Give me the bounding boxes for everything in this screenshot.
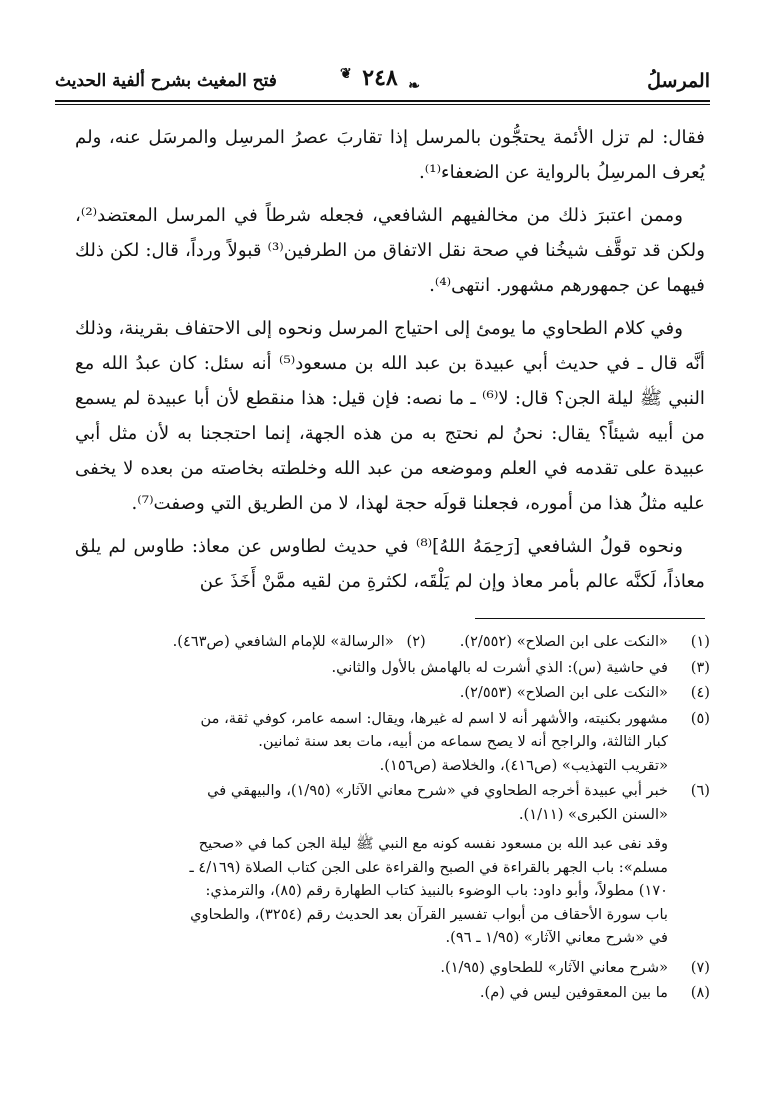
- footnote-line: وقد نفى عبد الله بن مسعود نفسه كونه مع النبي ﷺ ليلة الجن كما في «صحيح: [198, 835, 668, 852]
- page-number-ornament: [340, 62, 420, 96]
- main-text: [75, 120, 705, 610]
- paragraph: وممن اعتبرَ ذلك من مخالفيهم الشافعي، فجعله شرطاً في المرسل المعتضد⁽²⁾، ولكن قد توقَّف شيخُنا في صحة نقل الاتفاق من الطرفين⁽³⁾ قبولاً ورداً، قال: لكن ذلك فيهما عن جمهورهم مشهور. انتهى⁽⁴⁾.: [75, 205, 705, 296]
- footnote-number: (٢): [406, 633, 426, 650]
- footnote-text: «النكت على ابن الصلاح» (٢/٥٥٢).: [459, 633, 668, 650]
- footnote-6-continuation: [70, 832, 710, 950]
- footnote-7: [70, 956, 710, 980]
- page-number: ٢٤٨: [362, 65, 398, 91]
- footnote-number: (٥): [690, 709, 710, 727]
- paragraph: فقال: لم تزل الأئمة يحتجُّون بالمرسل إذا تقاربَ عصرُ المرسِل والمرسَل عنه، ولم يُعرف المرسِلُ بالرواية عن الضعفاء⁽¹⁾.: [75, 127, 705, 183]
- footnote-number: (٦): [690, 782, 710, 799]
- footnote-text: ما بين المعقوفين ليس في (م).: [479, 984, 668, 1001]
- footnote-line: كبار الثالثة، والراجح أنه لا يصح سماعه من أبيه، مات بعد سنة ثمانين.: [258, 733, 668, 750]
- footnote-line: «تقريب التهذيب» (ص٤١٦)، والخلاصة (ص١٥٦).: [379, 756, 668, 774]
- footnote-line: خبر أبي عبيدة أخرجه الطحاوي في «شرح معاني الآثار» (١/٩٥)، والبيهقي في: [207, 782, 668, 799]
- footnote-8: [70, 981, 710, 1005]
- running-header: [55, 58, 710, 106]
- section-title: المرسلُ: [647, 70, 710, 92]
- footnote-number: (٤): [690, 684, 710, 701]
- book-title: فتح المغيث بشرح ألفية الحديث: [55, 71, 277, 91]
- footnote-row: [70, 630, 710, 656]
- footnote-line: مسلم»: باب الجهر بالقراءة في الصبح والقراءة على الجن كتاب الصلاة (٤/١٦٩ ـ: [189, 858, 668, 876]
- footnote-4: [70, 681, 710, 705]
- footnote-line: ١٧٠) مطولاً، وأبو داود: باب الوضوء بالنبيذ كتاب الطهارة رقم (٨٥)، والترمذي:: [205, 882, 668, 899]
- footnote-number: (١): [690, 633, 710, 650]
- footnote-2: [173, 630, 426, 654]
- footnote-text: في حاشية (س): الذي أشرت له بالهامش بالأول والثاني.: [331, 658, 668, 676]
- header-rule-thick: [55, 100, 710, 102]
- footnote-text: «الرسالة» للإمام الشافعي (ص٤٦٣).: [172, 633, 394, 650]
- footnote-5: [70, 707, 710, 778]
- paragraph: وفي كلام الطحاوي ما يومئ إلى احتياج المرسل ونحوه إلى الاحتفاف بقرينة، وذلك أنَّه قال ـ في حديث أبي عبيدة بن عبد الله بن مسعود⁽⁵⁾ أنه سئل: كان عبدُ الله مع النبي ﷺ ليلة الجن؟ قال: لا⁽⁶⁾ ـ ما نصه: فإن قيل: هذا منقطع لأن أبا عبيدة لم يسمع من أبيه شيئاً؟ يقال: نحنُ لم نحتج به من هذه الجهة، إنما احتججنا به لأن مثل أبي عبيدة على تقدمه في العلم وموضعه من عبد الله وخلطته بخاصته من بعده لا يخفى عليه مثلُ هذا من أموره، فجعلنا قولَه حجة لهذا، لا من الطريق التي وصفت⁽⁷⁾.: [75, 318, 705, 514]
- ornament-right-icon: ❧: [408, 78, 420, 94]
- footnote-line: «السنن الكبرى» (١/١١).: [518, 805, 668, 823]
- footnote-separator: [475, 618, 705, 619]
- footnote-line: باب سورة الأحقاف من أبواب تفسير القرآن بعد الحديث رقم (٣٢٥٤)، والطحاوي: [190, 905, 668, 923]
- footnote-6: [70, 779, 710, 826]
- footnote-number: (٣): [690, 658, 710, 676]
- footnote-number: (٧): [690, 958, 710, 976]
- footnote-text: «النكت على ابن الصلاح» (٢/٥٥٣).: [459, 684, 668, 701]
- paragraph: ونحوه قولُ الشافعي [رَحِمَهُ اللهُ]⁽⁸⁾ في حديث لطاوس عن معاذ: طاوس لم يلق معاذاً، لَكنَّه عالم بأمر معاذ وإن لم يَلْقَه، لكثرةِ من لقيه ممَّنْ أَخَذَ عن: [75, 536, 705, 592]
- footnote-number: (٨): [690, 984, 710, 1001]
- ornament-left-icon: ❦: [340, 66, 352, 82]
- footnote-text: «شرح معاني الآثار» للطحاوي (١/٩٥).: [440, 958, 668, 976]
- footnote-3: [70, 656, 710, 680]
- footnotes: [70, 630, 710, 1070]
- footnote-line: في «شرح معاني الآثار» (١/٩٥ ـ ٩٦).: [445, 929, 668, 946]
- footnote-line: مشهور بكنيته، والأشهر أنه لا اسم له غيرها، ويقال: اسمه عامر، كوفي ثقة، من: [200, 709, 668, 727]
- footnote-1: [460, 630, 710, 654]
- header-rule-thin: [55, 104, 710, 105]
